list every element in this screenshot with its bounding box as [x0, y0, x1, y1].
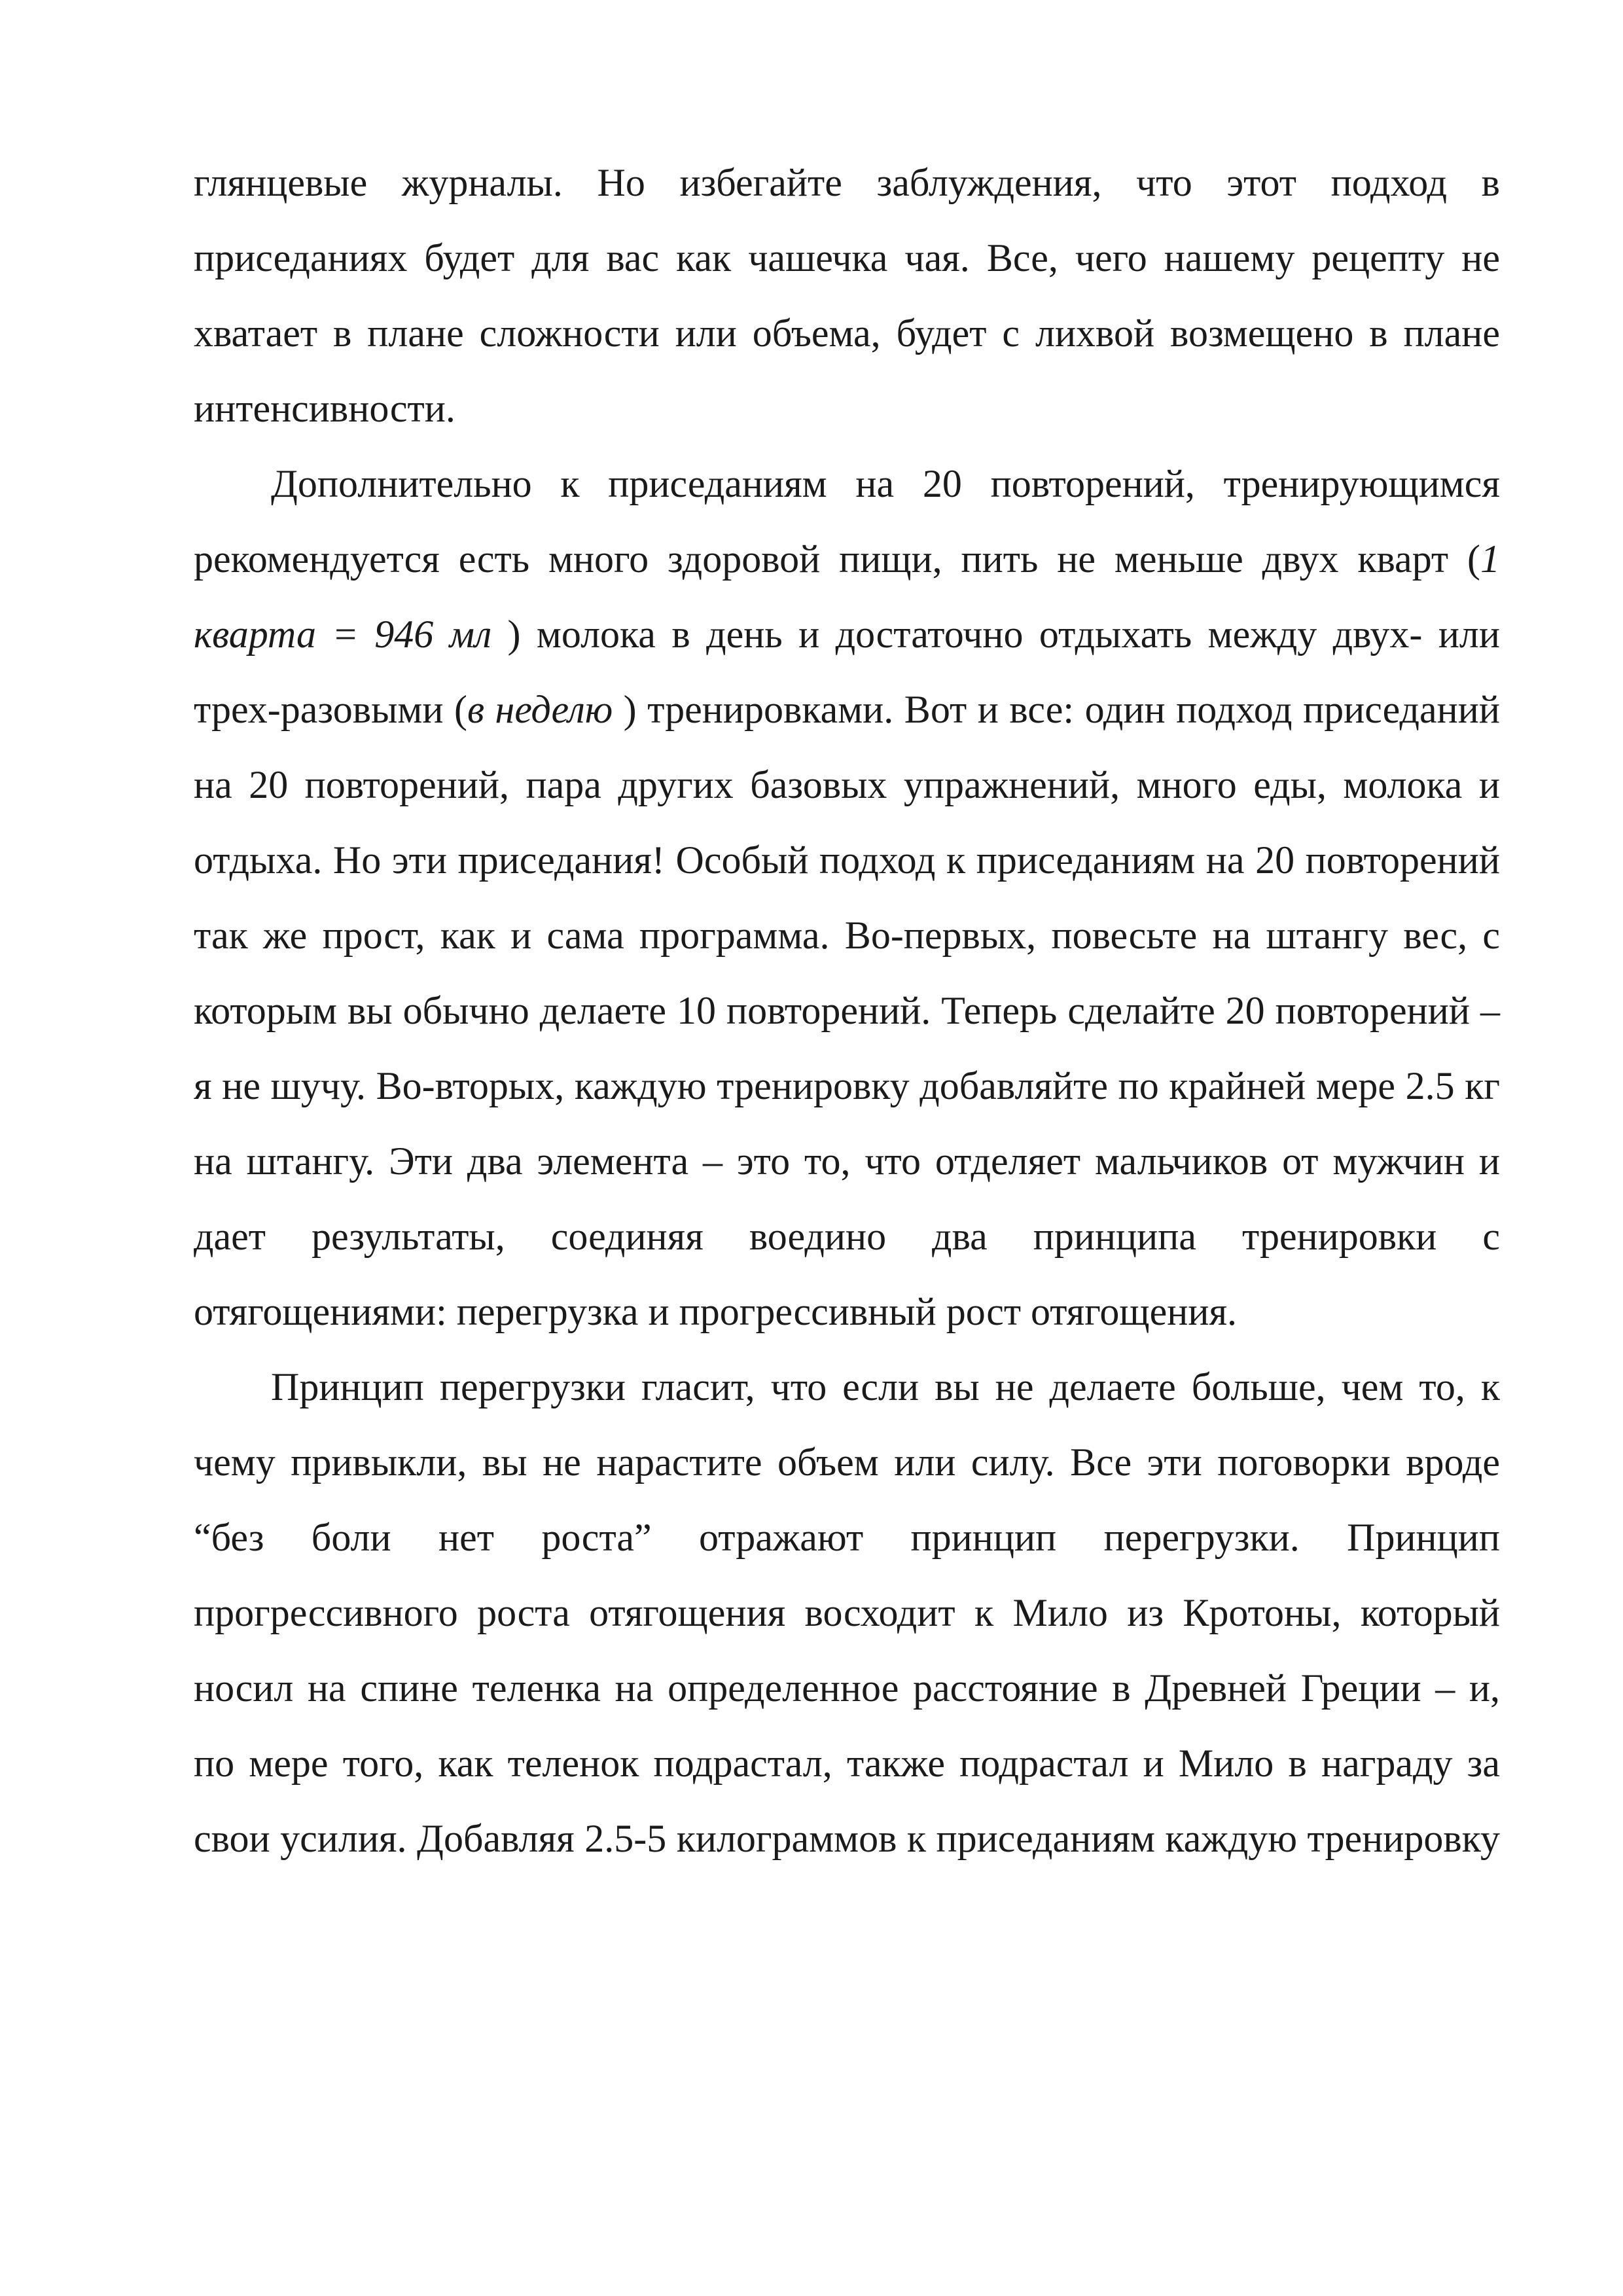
paragraph-1	[194, 145, 1500, 446]
paragraph-2-text-c: ) тренировками. Вот и все: один подход приседаний на 20 повторений, пара других базовых упражнений, много еды, молока и отдыха. Но эти приседания! Особый подход к приседаниям на 20 повторений так же прост, как и сама программа. Во-первых, повесьте на штангу вес, с которым вы обычно делаете 10 повторений. Теперь сделайте 20 повторений – я не шучу. Во-вторых, каждую тренировку добавляйте по крайней мере 2.5 кг на штангу. Эти два элемента – это то, что отделяет мальчиков от мужчин и дает результаты, соединяя воедино два принципа тренировки с отягощениями: перегрузка и прогрессивный рост отягощения.	[194, 688, 1500, 1333]
paragraph-2	[194, 446, 1500, 1350]
paragraph-2-text-b: ) молока в день и достаточно отдыхать между двух- или трех-разовыми (	[194, 613, 1500, 731]
body-text	[194, 145, 1500, 1876]
quart-conversion-note: 1 кварта = 946 мл	[194, 537, 1500, 656]
per-week-note: в неделю	[467, 688, 613, 731]
paragraph-2-text-a: Дополнительно к приседаниям на 20 повторений, тренирующимся рекомендуется есть много здоровой пищи, пить не меньше двух кварт (	[194, 462, 1500, 581]
paragraph-3	[194, 1350, 1500, 1876]
paragraph-1-text: глянцевые журналы. Но избегайте заблуждения, что этот подход в приседаниях будет для вас как чашечка чая. Все, чего нашему рецепту не хватает в плане сложности или объема, будет с лихвой возмещено в плане интенсивности.	[194, 161, 1500, 430]
paragraph-3-text: Принцип перегрузки гласит, что если вы не делаете больше, чем то, к чему привыкли, вы не нарастите объем или силу. Все эти поговорки вроде “без боли нет роста” отражают принцип перегрузки. Принцип прогрессивного роста отягощения восходит к Мило из Кротоны, который носил на спине теленка на определенное расстояние в Древней Греции – и, по мере того, как теленок подрастал, также подрастал и Мило в награду за свои усилия. Добавляя 2.5-5 килограммов к приседаниям каждую тренировку	[194, 1365, 1500, 1860]
